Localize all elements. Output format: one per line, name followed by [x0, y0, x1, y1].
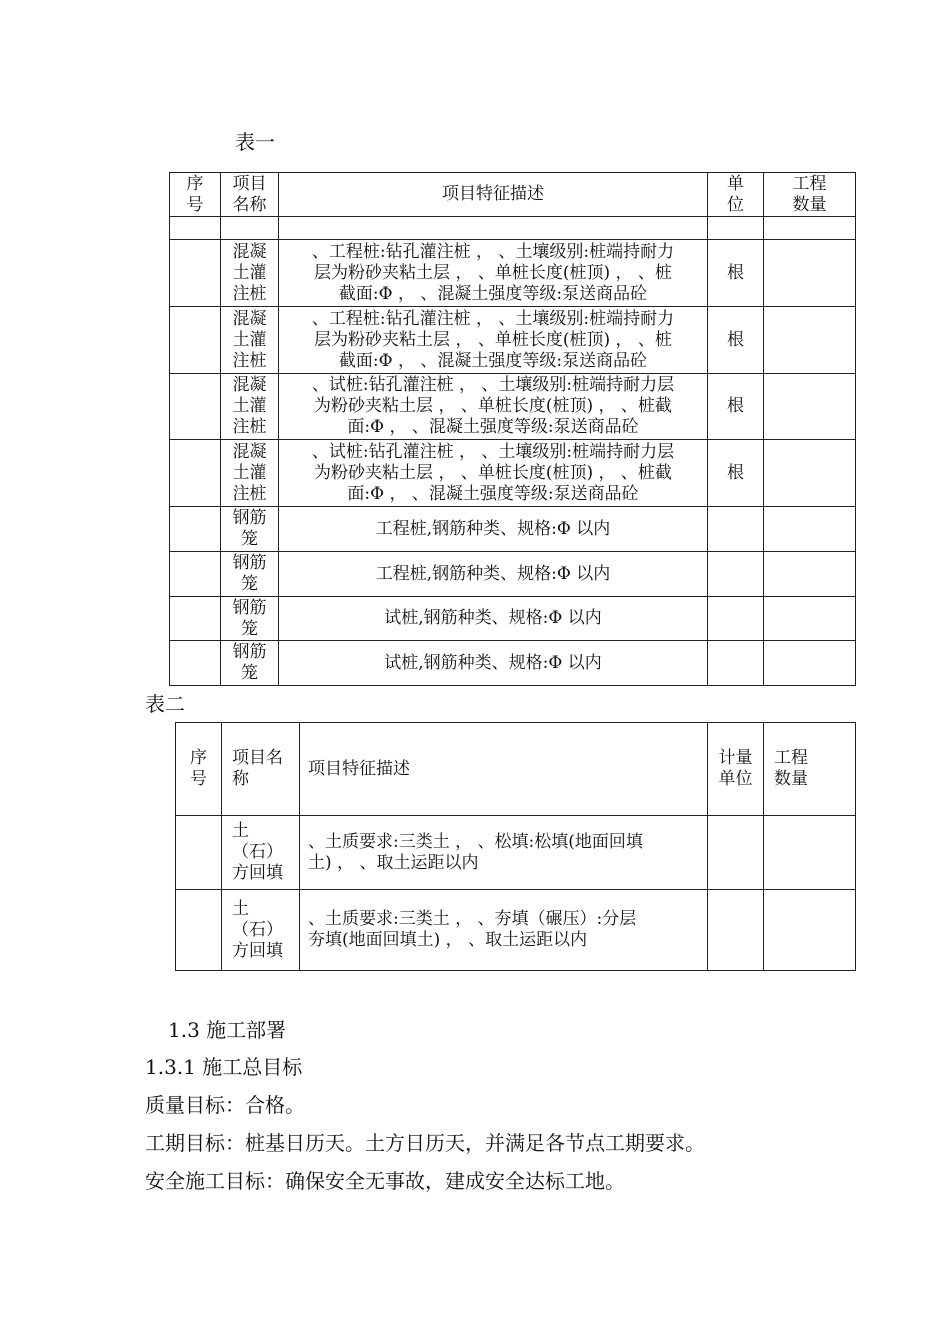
table2: [175, 722, 856, 971]
schedule-goal: 工期目标：桩基日历天。土方日历天，并满足各节点工期要求。: [145, 1131, 705, 1155]
name-cell: 混凝 土灌 注桩: [221, 440, 279, 507]
desc-cell: 、土质要求:三类土 ， 、松填:松填(地面回填 土) ， 、取土运距以内: [300, 816, 708, 890]
table-row: [170, 307, 856, 374]
section-heading: 1.3 施工部署: [168, 1018, 287, 1042]
table-row: [170, 507, 856, 552]
desc-cell: 、试桩:钻孔灌注桩 ， 、土壤级别:桩端持耐力层 为粉砂夹粘土层 ， 、单桩长度(桩顶) ， 、桩截 面:Φ ， 、混凝土强度等级:泵送商品砼: [279, 374, 708, 440]
table2-label: 表二: [145, 692, 185, 716]
blank-cell: [279, 217, 708, 240]
unit-cell: 根: [708, 307, 764, 374]
table-row: [170, 240, 856, 307]
unit-cell: 根: [708, 240, 764, 307]
name-cell: 土 （石） 方回填: [222, 890, 300, 971]
table-row: [176, 816, 856, 890]
qty-cell: [764, 597, 856, 641]
qty-cell: [764, 816, 856, 890]
header-name: 项目名 称: [222, 723, 300, 816]
name-cell: 钢筋 笼: [221, 641, 279, 686]
header-desc: 项目特征描述: [300, 723, 708, 816]
qty-cell: [764, 440, 856, 507]
blank-cell: [764, 217, 856, 240]
table1: [169, 172, 856, 686]
quality-goal: 质量目标：合格。: [145, 1093, 305, 1117]
table-row: [170, 440, 856, 507]
header-unit: 计量 单位: [708, 723, 764, 816]
unit-cell: [708, 552, 764, 597]
desc-cell: 试桩,钢筋种类、规格:Φ 以内: [279, 641, 708, 686]
seq-cell: [176, 816, 222, 890]
table-row: [170, 552, 856, 597]
table-row: [170, 641, 856, 686]
table-row: [170, 597, 856, 641]
seq-cell: [170, 552, 221, 597]
name-cell: 混凝 土灌 注桩: [221, 374, 279, 440]
seq-cell: [170, 597, 221, 641]
name-cell: 钢筋 笼: [221, 597, 279, 641]
seq-cell: [170, 307, 221, 374]
header-desc: 项目特征描述: [279, 173, 708, 217]
name-cell: 混凝 土灌 注桩: [221, 307, 279, 374]
seq-cell: [170, 240, 221, 307]
desc-cell: 试桩,钢筋种类、规格:Φ 以内: [279, 597, 708, 641]
unit-cell: [708, 641, 764, 686]
seq-cell: [176, 890, 222, 971]
header-unit: 单 位: [708, 173, 764, 217]
desc-cell: 工程桩,钢筋种类、规格:Φ 以内: [279, 552, 708, 597]
table-row: [170, 374, 856, 440]
qty-cell: [764, 552, 856, 597]
qty-cell: [764, 240, 856, 307]
desc-cell: 、工程桩:钻孔灌注桩 ， 、土壤级别:桩端持耐力 层为粉砂夹粘土层 ， 、单桩长度(桩顶) ， 、桩 截面:Φ ， 、混凝土强度等级:泵送商品砼: [279, 240, 708, 307]
blank-cell: [708, 217, 764, 240]
blank-cell: [170, 217, 221, 240]
qty-cell: [764, 374, 856, 440]
qty-cell: [764, 307, 856, 374]
unit-cell: [708, 890, 764, 971]
table1-header-row: [170, 173, 856, 217]
blank-cell: [221, 217, 279, 240]
table1-label: 表一: [235, 130, 275, 154]
unit-cell: 根: [708, 440, 764, 507]
name-cell: 土 （石） 方回填: [222, 816, 300, 890]
header-seq: 序 号: [176, 723, 222, 816]
name-cell: 钢筋 笼: [221, 552, 279, 597]
table-row: [176, 890, 856, 971]
qty-cell: [764, 641, 856, 686]
header-seq: 序 号: [170, 173, 221, 217]
name-cell: 钢筋 笼: [221, 507, 279, 552]
name-cell: 混凝 土灌 注桩: [221, 240, 279, 307]
desc-cell: 、工程桩:钻孔灌注桩 ， 、土壤级别:桩端持耐力 层为粉砂夹粘土层 ， 、单桩长度(桩顶) ， 、桩 截面:Φ ， 、混凝土强度等级:泵送商品砼: [279, 307, 708, 374]
unit-cell: [708, 507, 764, 552]
seq-cell: [170, 507, 221, 552]
header-qty: 工程 数量: [764, 173, 856, 217]
unit-cell: [708, 816, 764, 890]
section-subheading: 1.3.1 施工总目标: [145, 1055, 303, 1079]
unit-cell: 根: [708, 374, 764, 440]
seq-cell: [170, 440, 221, 507]
safety-goal: 安全施工目标：确保安全无事故，建成安全达标工地。: [145, 1169, 625, 1193]
table2-header-row: [176, 723, 856, 816]
table1-blank-row: [170, 217, 856, 240]
seq-cell: [170, 374, 221, 440]
header-name: 项目 名称: [221, 173, 279, 217]
header-qty: 工程 数量: [764, 723, 856, 816]
qty-cell: [764, 890, 856, 971]
seq-cell: [170, 641, 221, 686]
desc-cell: 、土质要求:三类土 ， 、夯填（碾压）:分层 夯填(地面回填土) ， 、取土运距以内: [300, 890, 708, 971]
desc-cell: 、试桩:钻孔灌注桩 ， 、土壤级别:桩端持耐力层 为粉砂夹粘土层 ， 、单桩长度(桩顶) ， 、桩截 面:Φ ， 、混凝土强度等级:泵送商品砼: [279, 440, 708, 507]
qty-cell: [764, 507, 856, 552]
desc-cell: 工程桩,钢筋种类、规格:Φ 以内: [279, 507, 708, 552]
unit-cell: [708, 597, 764, 641]
